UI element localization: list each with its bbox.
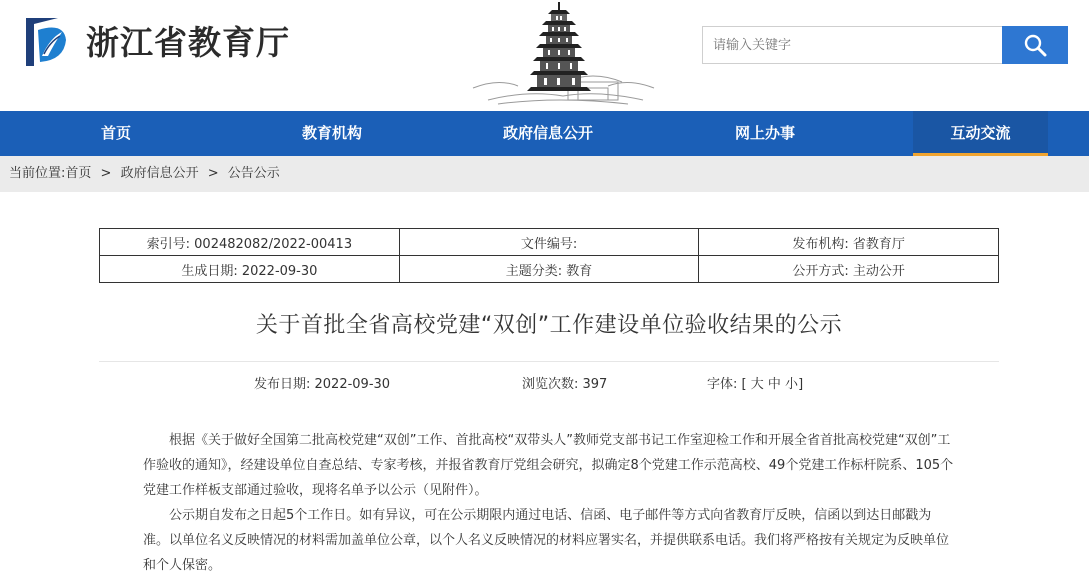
font-size-close: ] xyxy=(798,377,804,392)
breadcrumb-link-gov-info[interactable]: 政府信息公开 xyxy=(120,166,199,181)
breadcrumb-link-notices[interactable]: 公告公示 xyxy=(227,166,280,181)
main-nav xyxy=(0,111,1089,156)
table-row xyxy=(100,256,999,283)
education-logo-icon xyxy=(20,10,72,70)
pagoda-illustration-icon xyxy=(468,0,658,108)
breadcrumb-link-home[interactable]: 首页 xyxy=(65,166,92,181)
article-paragraph: 根据《关于做好全国第二批高校党建“双创”工作、首批高校“双带头人”教师党支部书记工作室迎检工作和开展全省首批高校党建“双创”工作验收的通知》，经建设单位自查总结、专家考核，并报省教育厅党组会研究，拟确定8个党建工作示范高校、49个党建工作标杆院系、105个党建工作样板支部通过验收，现将名单予以公示（见附件）。 xyxy=(143,433,954,498)
nav-item-online-service[interactable]: 网上办事 xyxy=(734,124,795,142)
site-header xyxy=(0,0,1089,111)
font-size-large[interactable]: 大 xyxy=(750,377,764,392)
publish-date: 发布日期: 2022-09-30 xyxy=(254,377,391,392)
view-count: 浏览次数: 397 xyxy=(522,377,608,392)
search-input[interactable] xyxy=(702,26,1002,64)
search-button[interactable] xyxy=(1002,26,1068,64)
meta-doc-no: 文件编号: xyxy=(399,229,699,256)
breadcrumb-prefix: 当前位置: xyxy=(9,166,66,181)
document-meta-table xyxy=(99,228,999,283)
meta-gen-date: 生成日期: 2022-09-30 xyxy=(100,256,400,283)
breadcrumb-separator: > xyxy=(100,166,112,181)
article-paragraph: 公示期自发布之日起5个工作日。如有异议，可在公示期限内通过电话、信函、电子邮件等方式向省教育厅反映，信函以到达日邮戳为准。以单位名义反映情况的材料需加盖单位公章，以个人名义反映情况的材料应署实名，并提供联系电话。我们将严格按有关规定为反映单位和个人保密。 xyxy=(143,508,950,573)
article-title: 关于首批全省高校党建“双创”工作建设单位验收结果的公示 xyxy=(255,313,843,338)
site-logo[interactable] xyxy=(20,10,290,70)
meta-publisher: 发布机构: 省教育厅 xyxy=(699,229,999,256)
article-body xyxy=(143,428,955,576)
meta-topic: 主题分类: 教育 xyxy=(399,256,699,283)
font-size-control xyxy=(707,373,803,392)
title-divider xyxy=(99,361,999,362)
nav-item-gov-info[interactable]: 政府信息公开 xyxy=(502,124,593,142)
font-size-small[interactable]: 小 xyxy=(785,377,799,392)
nav-item-home[interactable]: 首页 xyxy=(100,124,131,142)
nav-item-institutions[interactable]: 教育机构 xyxy=(301,124,362,142)
search-icon xyxy=(1023,33,1047,57)
font-size-medium[interactable]: 中 xyxy=(767,377,781,392)
font-size-label: 字体: [ xyxy=(707,377,747,392)
table-row xyxy=(100,229,999,256)
breadcrumb-separator: > xyxy=(207,166,219,181)
nav-item-interaction[interactable]: 互动交流 xyxy=(913,111,1048,156)
meta-open-mode: 公开方式: 主动公开 xyxy=(699,256,999,283)
site-title: 浙江省教育厅 xyxy=(86,22,290,62)
breadcrumb xyxy=(0,156,1089,192)
meta-index-no: 索引号: 002482082/2022-00413 xyxy=(100,229,400,256)
